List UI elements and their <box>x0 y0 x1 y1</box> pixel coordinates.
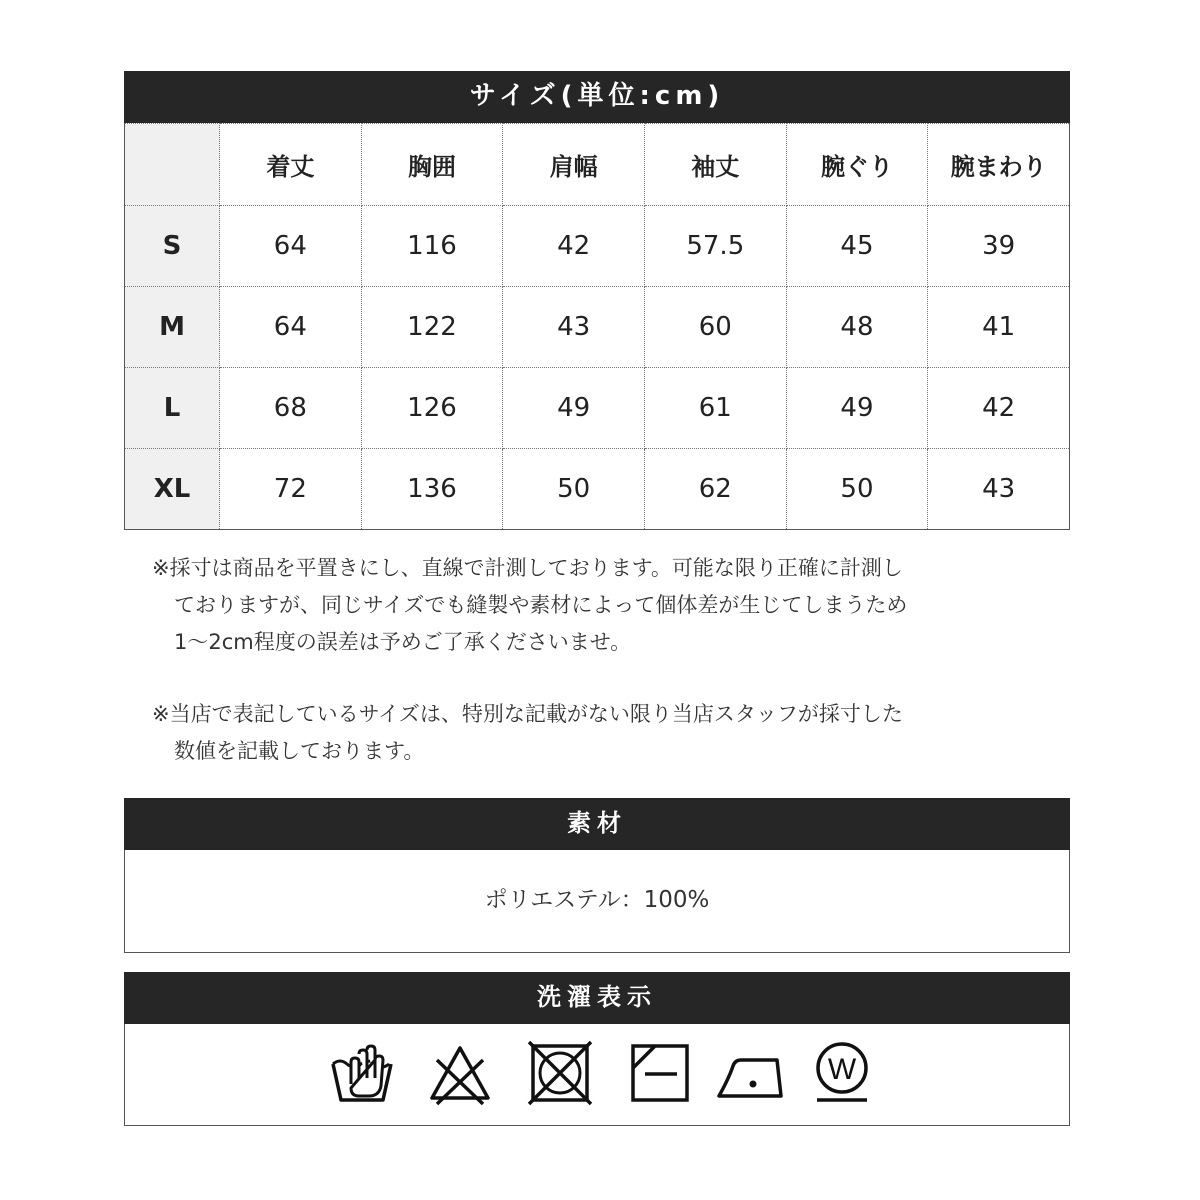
table-cell: 39 <box>928 206 1070 287</box>
table-row <box>125 287 1070 368</box>
table-row <box>125 206 1070 287</box>
size-label: M <box>125 287 220 368</box>
table-cell: 64 <box>220 206 362 287</box>
note-line: 1〜2cm程度の誤差は予めご了承くださいませ。 <box>174 630 632 654</box>
iron-low-icon <box>715 1040 787 1106</box>
table-cell: 72 <box>220 449 362 530</box>
column-header: 肩幅 <box>503 124 645 206</box>
wet-clean-icon <box>809 1040 875 1106</box>
table-cell: 45 <box>786 206 928 287</box>
line-dry-shade-icon <box>627 1040 693 1106</box>
note-line: ※採寸は商品を平置きにし、直線で計測しております。可能な限り正確に計測し <box>152 556 903 580</box>
size-table <box>124 123 1070 530</box>
note-line: 数値を記載しております。 <box>174 739 425 763</box>
table-cell: 43 <box>928 449 1070 530</box>
care-icons <box>125 1024 1069 1125</box>
table-cell: 42 <box>928 368 1070 449</box>
wet-clean-letter: W <box>827 1053 857 1086</box>
material-title: 素材 <box>124 798 1070 850</box>
table-cell: 42 <box>503 206 645 287</box>
size-note <box>152 696 1012 770</box>
table-cell: 122 <box>361 287 503 368</box>
no-bleach-icon <box>427 1040 493 1106</box>
size-label: S <box>125 206 220 287</box>
column-header: 胸囲 <box>361 124 503 206</box>
size-table-header-row <box>125 124 1070 206</box>
no-tumble-dry-icon <box>527 1040 593 1106</box>
measurement-note <box>152 550 1012 661</box>
material-box <box>124 850 1070 953</box>
table-row <box>125 368 1070 449</box>
size-label: L <box>125 368 220 449</box>
size-table-corner <box>125 124 220 206</box>
table-cell: 49 <box>786 368 928 449</box>
table-cell: 60 <box>644 287 786 368</box>
note-line: ておりますが、同じサイズでも縫製や素材によって個体差が生じてしまうため <box>174 593 908 617</box>
table-cell: 136 <box>361 449 503 530</box>
table-cell: 61 <box>644 368 786 449</box>
table-cell: 64 <box>220 287 362 368</box>
column-header: 袖丈 <box>644 124 786 206</box>
material-text: ポリエステル：100% <box>484 887 710 913</box>
table-cell: 126 <box>361 368 503 449</box>
care-title: 洗濯表示 <box>124 972 1070 1024</box>
table-cell: 43 <box>503 287 645 368</box>
table-cell: 50 <box>786 449 928 530</box>
table-cell: 68 <box>220 368 362 449</box>
table-row <box>125 449 1070 530</box>
size-label: XL <box>125 449 220 530</box>
note-line: ※当店で表記しているサイズは、特別な記載がない限り当店スタッフが採寸した <box>152 702 903 726</box>
care-box <box>124 1024 1070 1126</box>
table-cell: 57.5 <box>644 206 786 287</box>
size-table-title: サイズ(単位:cm) <box>124 71 1070 123</box>
column-header: 腕まわり <box>928 124 1070 206</box>
table-cell: 116 <box>361 206 503 287</box>
table-cell: 50 <box>503 449 645 530</box>
column-header: 着丈 <box>220 124 362 206</box>
table-cell: 48 <box>786 287 928 368</box>
table-cell: 41 <box>928 287 1070 368</box>
hand-wash-icon <box>329 1040 395 1106</box>
table-cell: 49 <box>503 368 645 449</box>
table-cell: 62 <box>644 449 786 530</box>
column-header: 腕ぐり <box>786 124 928 206</box>
